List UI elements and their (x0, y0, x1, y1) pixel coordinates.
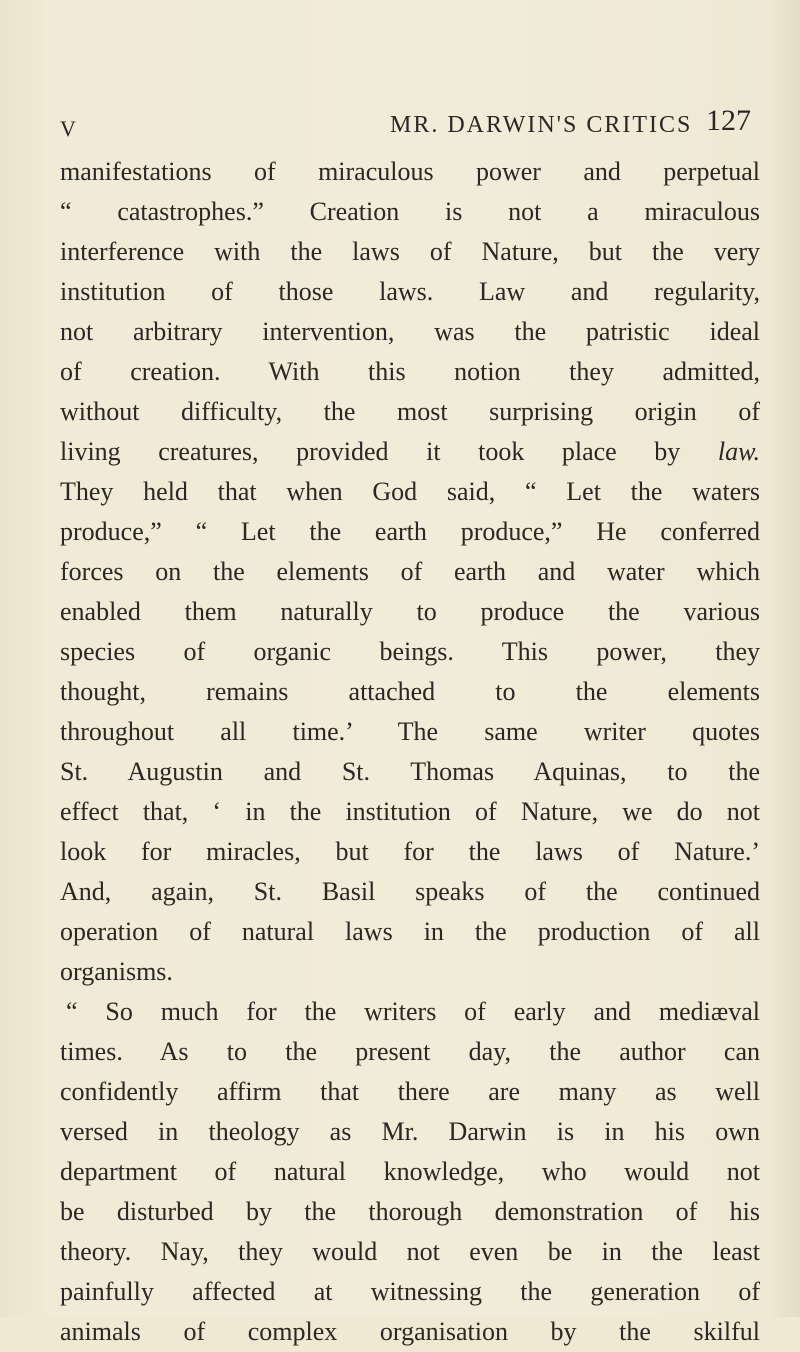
text-line: not arbitrary intervention, was the patristic ideal (60, 317, 760, 346)
text-line: “ catastrophes.” Creation is not a miraculous (60, 197, 760, 226)
text-line: department of natural knowledge, who would not (60, 1157, 760, 1186)
text-line: enabled them naturally to produce the various (60, 597, 760, 626)
page-number: 127 (706, 104, 751, 137)
text-line: organisms. (60, 957, 173, 986)
text-line: produce,” “ Let the earth produce,” He conferred (60, 517, 760, 546)
text-line: institution of those laws. Law and regularity, (60, 277, 760, 306)
text-line: forces on the elements of earth and water which (60, 557, 760, 586)
text-line: throughout all time.’ The same writer quotes (60, 717, 760, 746)
text-line: animals of complex organisation by the skilful (60, 1317, 760, 1346)
text-line: times. As to the present day, the author can (60, 1037, 760, 1066)
text-line: St. Augustin and St. Thomas Aquinas, to the (60, 757, 760, 786)
text-line: without difficulty, the most surprising origin of (60, 397, 760, 426)
text-line: living creatures, provided it took place by law. (60, 437, 760, 466)
text-line: effect that, ‘ in the institution of Nature, we do not (60, 797, 760, 826)
text-line: look for miracles, but for the laws of Nature.’ (60, 837, 760, 866)
page-edge-shadow (770, 0, 800, 1317)
text-line: species of organic beings. This power, they (60, 637, 760, 666)
text-line: of creation. With this notion they admitted, (60, 357, 760, 386)
running-header (60, 106, 760, 146)
text-line: interference with the laws of Nature, but the very (60, 237, 760, 266)
text-line: be disturbed by the thorough demonstration of his (60, 1197, 760, 1226)
italic-word: law. (717, 437, 760, 466)
chapter-numeral: V (60, 116, 77, 141)
running-head-title: MR. DARWIN'S CRITICS (390, 112, 693, 138)
text-line: manifestations of miraculous power and perpetual (60, 157, 760, 186)
text-line: “ So much for the writers of early and mediæval (66, 997, 760, 1026)
text-line: versed in theology as Mr. Darwin is in his own (60, 1117, 760, 1146)
text-line: thought, remains attached to the elements (60, 677, 760, 706)
text-line: And, again, St. Basil speaks of the continued (60, 877, 760, 906)
text-line: confidently affirm that there are many as well (60, 1077, 760, 1106)
text-line: They held that when God said, “ Let the waters (60, 477, 760, 506)
text-line: painfully affected at witnessing the generation of (60, 1277, 760, 1306)
text-line: operation of natural laws in the production of all (60, 917, 760, 946)
body-text (60, 152, 760, 1352)
text-line: theory. Nay, they would not even be in the least (60, 1237, 760, 1266)
